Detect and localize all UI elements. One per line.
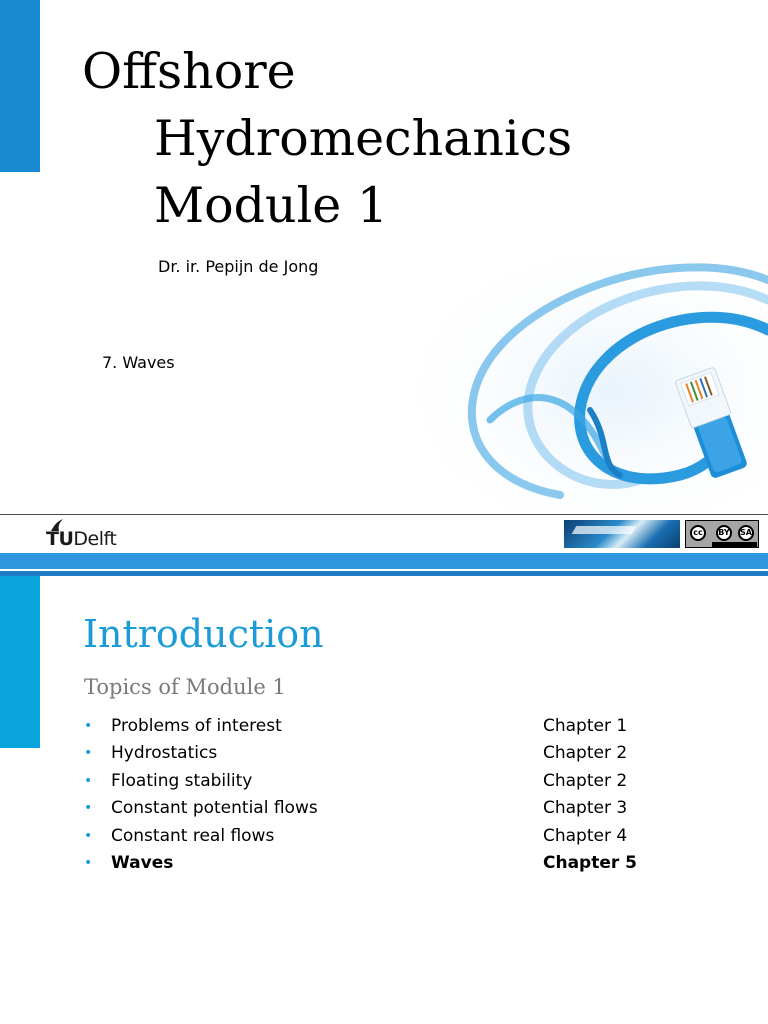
list-item xyxy=(84,743,744,770)
topic-chapter: Chapter 2 xyxy=(543,743,628,764)
topic-chapter: Chapter 1 xyxy=(543,716,628,736)
slide-title: Introduction xyxy=(83,612,324,656)
title-line-1: Offshore xyxy=(82,43,296,100)
topic-chapter: Chapter 3 xyxy=(543,798,628,819)
slide-title xyxy=(82,38,572,239)
bullet-icon: • xyxy=(84,772,93,789)
footer-photo xyxy=(564,520,680,548)
topic-chapter: Chapter 4 xyxy=(543,825,628,846)
author-name: Dr. ir. Pepijn de Jong xyxy=(158,257,319,276)
title-line-3: Module 1 xyxy=(154,177,389,234)
logo-delft: Delft xyxy=(73,528,117,548)
topic-chapter: Chapter 5 xyxy=(543,852,638,873)
topic-label: Problems of interest xyxy=(111,716,282,736)
list-item xyxy=(84,771,744,798)
list-item xyxy=(84,716,744,743)
logo-tu: TU xyxy=(46,528,74,548)
topic-label: Floating stability xyxy=(111,770,253,791)
slide-separator-light xyxy=(0,553,768,569)
list-item xyxy=(84,798,744,825)
list-item xyxy=(84,826,744,853)
bullet-icon: • xyxy=(84,854,93,871)
network-cable-illustration xyxy=(380,240,768,515)
topic-label: Constant real flows xyxy=(111,825,275,846)
cc-icon: cc xyxy=(690,525,706,541)
accent-bar xyxy=(0,0,40,172)
by-icon: BY xyxy=(716,525,732,541)
bullet-icon: • xyxy=(84,800,93,817)
title-line-2: Hydromechanics xyxy=(154,110,573,167)
license-bar xyxy=(712,542,757,547)
topic-label: Hydrostatics xyxy=(111,743,218,764)
tu-delft-logo xyxy=(46,518,136,548)
topics-list xyxy=(84,716,744,880)
sa-icon: SA xyxy=(738,525,754,541)
bullet-icon: • xyxy=(84,718,93,734)
creative-commons-badge xyxy=(685,520,759,548)
bullet-icon: • xyxy=(84,745,93,762)
topic-label: Constant potential flows xyxy=(111,798,318,819)
accent-bar xyxy=(0,576,40,748)
footer-rule xyxy=(0,514,768,515)
topic-chapter: Chapter 2 xyxy=(543,770,628,791)
list-item-current xyxy=(84,853,744,880)
lecture-subtitle: 7. Waves xyxy=(102,353,175,372)
slide-subtitle: Topics of Module 1 xyxy=(84,675,286,699)
topic-label: Waves xyxy=(111,852,174,873)
bullet-icon: • xyxy=(84,827,93,844)
introduction-slide xyxy=(0,576,768,1024)
